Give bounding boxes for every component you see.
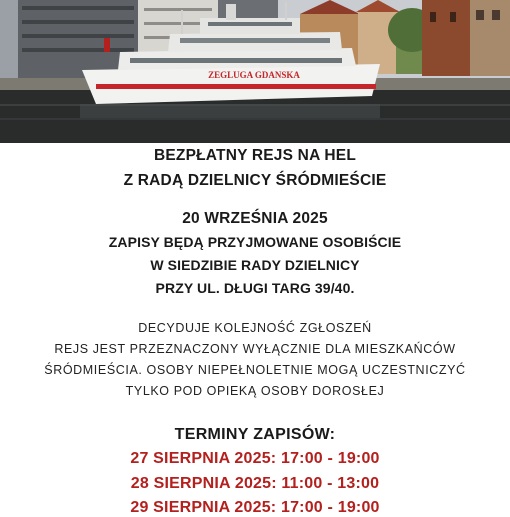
- ship-name: ZEGLUGA GDANSKA: [208, 70, 300, 80]
- info-line-3: PRZY UL. DŁUGI TARG 39/40.: [155, 280, 355, 296]
- schedule-slot-2: 28 SIERPNIA 2025: 11:00 - 13:00: [130, 475, 380, 492]
- info-line-2: W SIEDZIBIE RADY DZIELNICY: [150, 257, 360, 273]
- info-line-1: ZAPISY BĘDĄ PRZYJMOWANE OSOBIŚCIE: [108, 234, 402, 250]
- flag: [104, 38, 110, 52]
- building-left: [0, 0, 18, 80]
- rules-line-3: ŚRÓDMIEŚCIA. OSOBY NIEPEŁNOLETNIE MOGĄ UCZESTNICZYĆ: [44, 363, 466, 377]
- title-line-2: Z RADĄ DZIELNICY ŚRÓDMIEŚCIE: [123, 172, 387, 189]
- mast: [226, 4, 236, 20]
- ship-photo-illustration: [0, 0, 510, 143]
- rules-line-4: TYLKO POD OPIEKĄ OSOBY DOROSŁEJ: [125, 384, 385, 398]
- brick-tower: [422, 0, 470, 76]
- rules-line-1: DECYDUJE KOLEJNOŚĆ ZGŁOSZEŃ: [138, 321, 372, 335]
- hull-stripe: [96, 84, 376, 89]
- schedule-slot-3: 29 SIERPNIA 2025: 17:00 - 19:00: [130, 499, 380, 516]
- rules-line-2: REJS JEST PRZEZNACZONY WYŁĄCZNIE DLA MIESZKAŃCÓW: [54, 342, 456, 356]
- title-line-1: BEZPŁATNY REJS NA HEL: [154, 147, 356, 164]
- ship-photo: [0, 0, 510, 143]
- event-date: 20 WRZEŚNIA 2025: [182, 210, 328, 227]
- schedule-heading: TERMINY ZAPISÓW:: [174, 426, 336, 443]
- schedule-slot-1: 27 SIERPNIA 2025: 17:00 - 19:00: [130, 450, 380, 467]
- announcement: [0, 143, 510, 516]
